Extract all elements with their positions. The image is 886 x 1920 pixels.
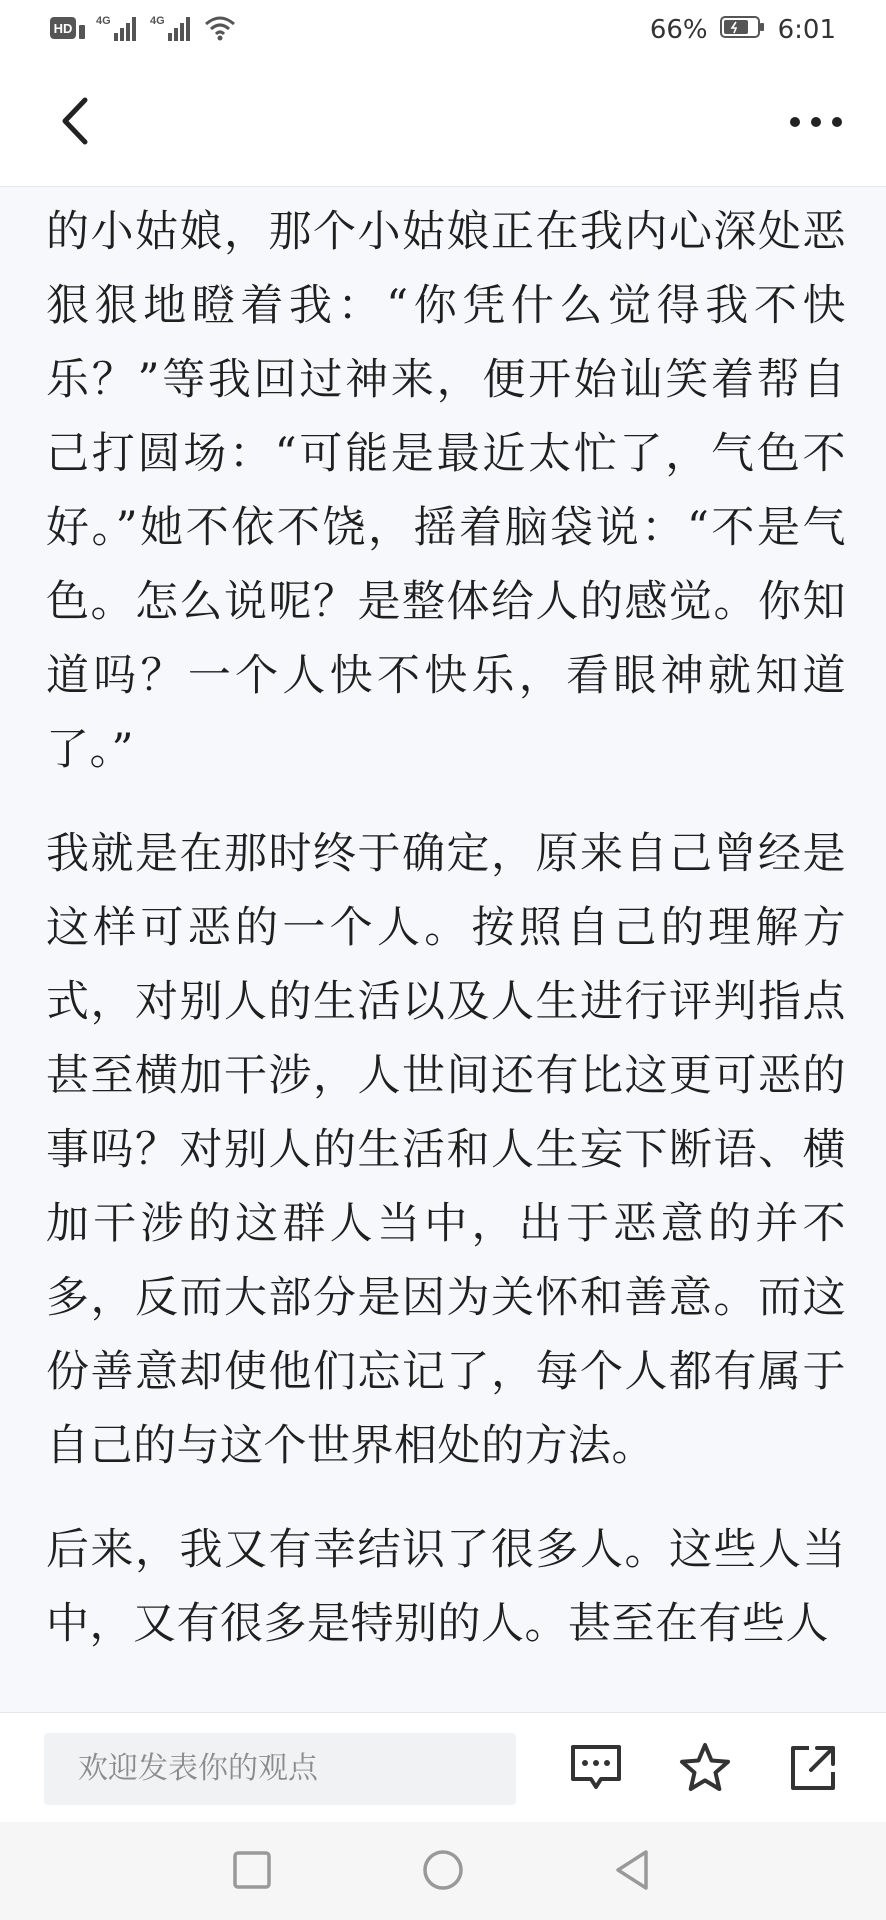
status-bar — [0, 0, 886, 60]
comment-input[interactable] — [44, 1733, 516, 1805]
battery-icon — [720, 15, 766, 46]
clock: 6:01 — [777, 15, 836, 45]
article-paragraph: 的小姑娘，那个小姑娘正在我内心深处恶狠狠地瞪着我：“你凭什么觉得我不快乐？”等我回过神来，便开始讪笑着帮自己打圆场：“可能是最近太忙了，气色不好。”她不依不饶，摇着脑袋说：“不是气色。怎么说呢？是整体给人的感觉。你知道吗？一个人快不快乐，看眼神就知道了。” — [46, 207, 846, 775]
chevron-left-icon — [57, 94, 93, 152]
comment-icon — [569, 1743, 623, 1797]
wifi-icon — [204, 14, 236, 46]
article-paragraph: 我就是在那时终于确定，原来自己曾经是这样可恶的一个人。按照自己的理解方式，对别人的生活以及人生进行评判指点甚至横加干涉，人世间还有比这更可恶的事吗？对别人的生活和人生妄下断语、横加干涉的这群人当中，出于恶意的并不多，反而大部分是因为关怀和善意。而这份善意却使他们忘记了，每个人都有属于自己的与这个世界相处的方法。 — [46, 829, 846, 1471]
back-triangle-icon — [612, 1848, 652, 1896]
star-icon — [678, 1741, 732, 1799]
status-left-group — [50, 14, 236, 46]
article-paragraph: 后来，我又有幸结识了很多人。这些人当中，又有很多是特别的人。甚至在有些人 — [46, 1525, 846, 1649]
article-content[interactable] — [0, 187, 886, 1712]
system-nav-bar — [0, 1822, 886, 1920]
network-label-1: 4G — [96, 15, 111, 27]
share-button[interactable] — [782, 1739, 844, 1801]
nav-back-button[interactable] — [604, 1844, 660, 1900]
network-label-2: 4G — [150, 15, 165, 27]
more-options-button[interactable] — [776, 88, 856, 158]
share-icon — [787, 1742, 839, 1798]
home-circle-icon — [421, 1848, 465, 1896]
battery-percent: 66% — [649, 15, 708, 45]
home-button[interactable] — [415, 1844, 471, 1900]
comment-action-bar — [0, 1712, 886, 1823]
more-horizontal-icon — [788, 114, 844, 133]
signal-icon — [150, 13, 194, 47]
signal-icon — [96, 13, 140, 47]
recents-square-icon — [232, 1850, 272, 1894]
hd-badge-text: HD — [53, 21, 73, 36]
back-button[interactable] — [40, 88, 110, 158]
status-right-group — [650, 12, 836, 48]
article-body — [46, 195, 846, 1691]
favorite-button[interactable] — [674, 1739, 736, 1801]
comment-button[interactable] — [565, 1739, 627, 1801]
hd-icon — [50, 15, 86, 45]
app-bar — [0, 60, 886, 187]
recents-button[interactable] — [224, 1844, 280, 1900]
